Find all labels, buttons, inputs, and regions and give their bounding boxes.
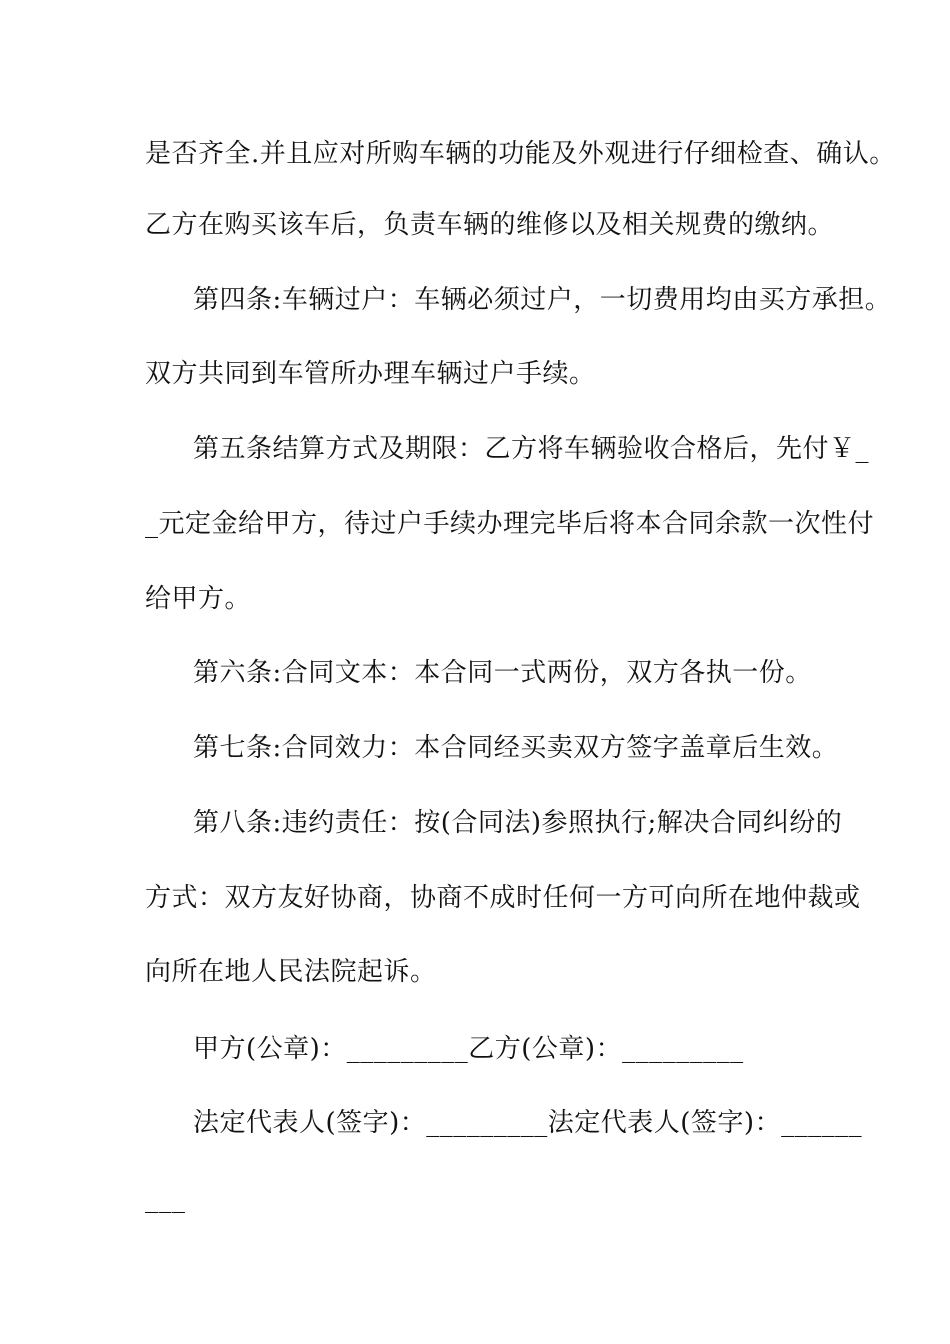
party-seal-line: 甲方(公章)：_________乙方(公章)：_________ <box>193 1034 744 1064</box>
article-5-line-2: _元定金给甲方，待过户手续办理完毕后将本合同余款一次性付 <box>145 509 875 539</box>
signature-continuation: ___ <box>145 1184 186 1214</box>
article-4-line-1: 第四条:车辆过户：车辆必须过户，一切费用均由买方承担。 <box>193 285 892 315</box>
article-8-line-1: 第八条:违约责任：按(合同法)参照执行;解决合同纠纷的 <box>193 808 843 838</box>
article-4-line-2: 双方共同到车管所办理车辆过户手续。 <box>145 359 596 389</box>
article-8-line-3: 向所在地人民法院起诉。 <box>145 957 437 987</box>
article-5-line-1: 第五条结算方式及期限：乙方将车辆验收合格后，先付￥_ <box>193 434 870 464</box>
legal-representative-line: 法定代表人(签字)：_________法定代表人(签字)：______ <box>193 1108 863 1138</box>
text-line-2: 乙方在购买该车后，负责车辆的维修以及相关规费的缴纳。 <box>145 210 835 240</box>
article-6: 第六条:合同文本：本合同一式两份，双方各执一份。 <box>193 658 812 688</box>
article-5-line-3: 给甲方。 <box>145 584 252 614</box>
article-7: 第七条:合同效力：本合同经买卖双方签字盖章后生效。 <box>193 733 839 763</box>
text-line-1: 是否齐全.并且应对所购车辆的功能及外观进行仔细检查、确认。 <box>145 139 896 169</box>
article-8-line-2: 方式：双方友好协商，协商不成时任何一方可向所在地仲裁或 <box>145 883 861 913</box>
